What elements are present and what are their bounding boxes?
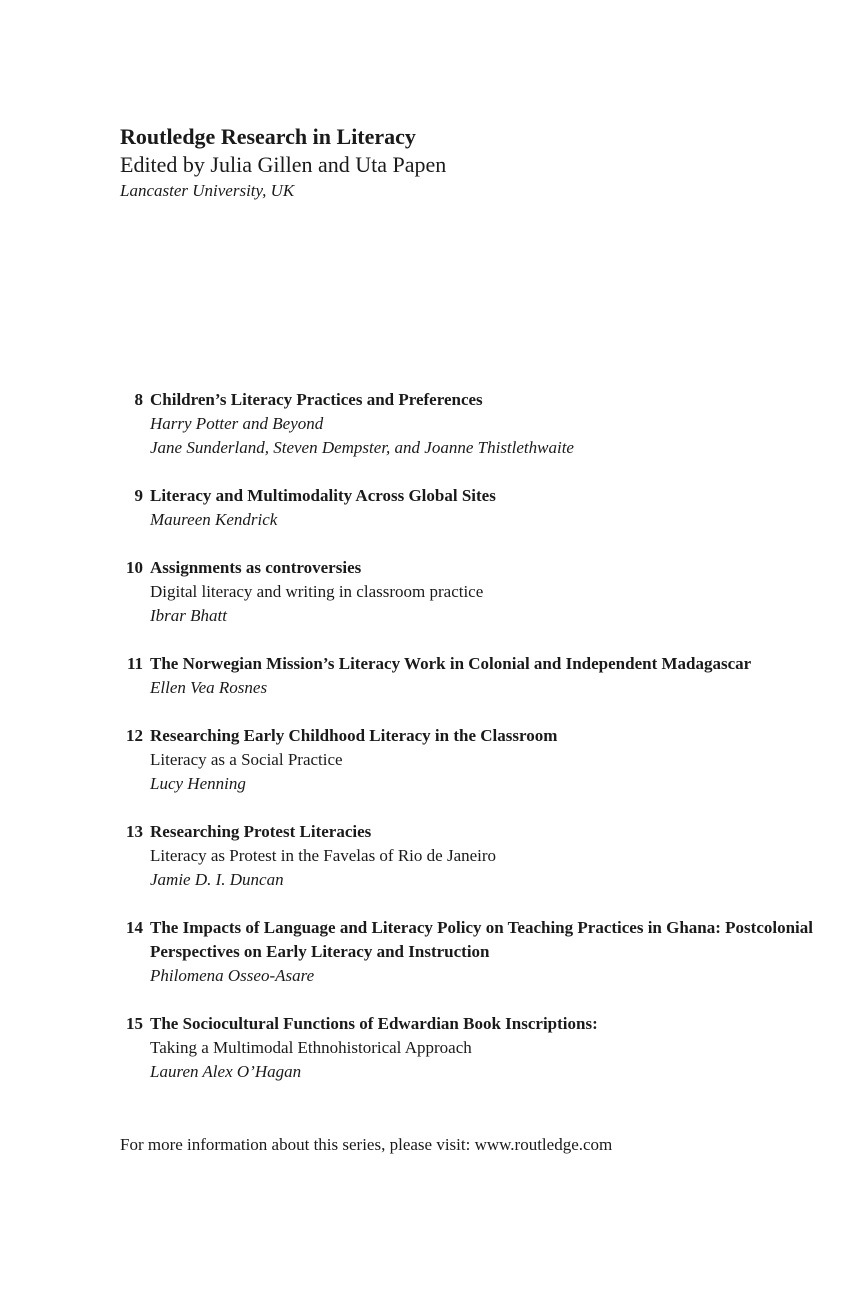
book-entry-15 xyxy=(118,1012,818,1084)
book-author: Lucy Henning xyxy=(150,774,246,793)
book-title: Children’s Literacy Practices and Preferences xyxy=(150,390,483,409)
book-list xyxy=(118,388,818,1108)
book-author: Jamie D. I. Duncan xyxy=(150,870,284,889)
book-title: Literacy and Multimodality Across Global Sites xyxy=(150,486,496,505)
book-title: The Sociocultural Functions of Edwardian Book Inscriptions: xyxy=(150,1014,598,1033)
book-author: Lauren Alex O’Hagan xyxy=(150,1062,302,1081)
book-author: Ibrar Bhatt xyxy=(150,606,227,625)
book-subtitle: Literacy as Protest in the Favelas of Rio de Janeiro xyxy=(150,846,497,865)
book-author: Philomena Osseo-Asare xyxy=(150,966,315,985)
book-number: 12 xyxy=(126,726,143,745)
series-affiliation: Lancaster University, UK xyxy=(120,181,295,200)
book-title: The Impacts of Language and Literacy Policy on Teaching Practices in Ghana: Postcolonial Perspectives on Early Literacy and Instruction xyxy=(150,918,814,961)
book-entry-8 xyxy=(118,388,818,460)
series-header xyxy=(120,123,820,203)
book-title: The Norwegian Mission’s Literacy Work in Colonial and Independent Madagascar xyxy=(150,654,752,673)
book-number: 9 xyxy=(134,486,143,505)
book-title: Researching Protest Literacies xyxy=(150,822,372,841)
book-number: 10 xyxy=(126,558,143,577)
book-subtitle: Digital literacy and writing in classroom practice xyxy=(150,582,484,601)
book-number: 15 xyxy=(126,1014,143,1033)
book-entry-14 xyxy=(118,916,818,988)
book-title: Assignments as controversies xyxy=(150,558,362,577)
book-author: Jane Sunderland, Steven Dempster, and Joanne Thistlethwaite xyxy=(150,438,574,457)
series-info-footer: For more information about this series, please visit: www.routledge.com xyxy=(120,1135,613,1154)
book-subtitle: Literacy as a Social Practice xyxy=(150,750,343,769)
book-title: Researching Early Childhood Literacy in the Classroom xyxy=(150,726,558,745)
book-author: Ellen Vea Rosnes xyxy=(150,678,268,697)
book-subtitle: Taking a Multimodal Ethnohistorical Approach xyxy=(150,1038,472,1057)
book-entry-12 xyxy=(118,724,818,796)
book-author: Maureen Kendrick xyxy=(150,510,278,529)
book-subtitle: Harry Potter and Beyond xyxy=(150,414,324,433)
book-number: 13 xyxy=(126,822,143,841)
book-number: 8 xyxy=(134,390,143,409)
book-entry-9 xyxy=(118,484,818,532)
series-title: Routledge Research in Literacy xyxy=(120,124,416,149)
book-entry-13 xyxy=(118,820,818,892)
book-entry-11 xyxy=(118,652,818,700)
book-number: 11 xyxy=(126,654,143,673)
book-number: 14 xyxy=(126,918,143,937)
series-editors: Edited by Julia Gillen and Uta Papen xyxy=(120,152,447,177)
book-entry-10 xyxy=(118,556,818,628)
